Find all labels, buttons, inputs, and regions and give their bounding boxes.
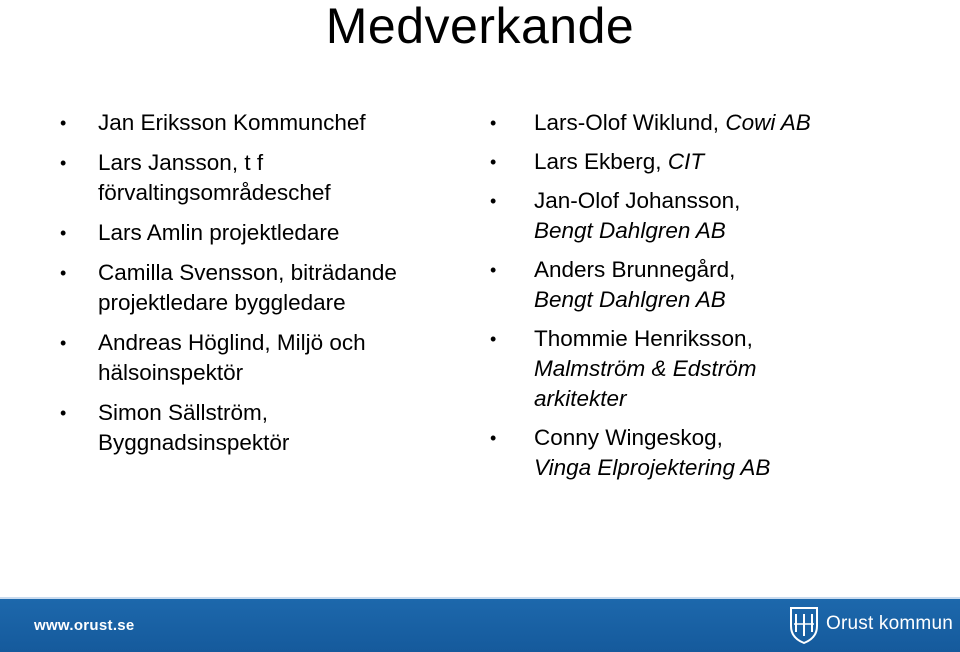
participant-name: Lars-Olof Wiklund,: [534, 110, 720, 135]
participant-company: CIT: [667, 149, 705, 174]
bullet-icon: •: [60, 223, 67, 243]
list-item: [60, 398, 460, 458]
bullet-icon: •: [60, 113, 67, 133]
participant-line: hälsoinspektör: [98, 360, 244, 385]
participant-line: Lars Jansson, t f: [98, 150, 264, 175]
participant-name: Thommie Henriksson,: [534, 326, 753, 351]
participant-line: [534, 147, 940, 177]
brand-name: Orust kommun: [826, 613, 953, 634]
bullet-icon: •: [60, 403, 67, 423]
participant-list-left: [60, 108, 460, 468]
website-link[interactable]: www.orust.se: [34, 617, 135, 634]
participant-line: Simon Sällström,: [98, 400, 269, 425]
list-item: [60, 108, 460, 138]
bullet-icon: •: [490, 113, 497, 133]
list-item: [490, 147, 940, 177]
bullet-icon: •: [490, 191, 497, 211]
participant-name: Lars Ekberg,: [534, 149, 662, 174]
participant-line: Andreas Höglind, Miljö och: [98, 330, 366, 355]
list-item: [60, 148, 460, 208]
bullet-icon: •: [490, 260, 497, 280]
participant-name: Conny Wingeskog,: [534, 425, 723, 450]
participant-company: Vinga Elprojektering AB: [534, 455, 771, 480]
participant-line: Camilla Svensson, biträdande: [98, 260, 397, 285]
participant-company: Cowi AB: [725, 110, 811, 135]
participant-name: Jan-Olof Johansson,: [534, 188, 741, 213]
participant-line: [534, 108, 940, 138]
bullet-icon: •: [60, 333, 67, 353]
participant-company: Malmström & Edström: [534, 356, 757, 381]
participant-line: Lars Amlin projektledare: [98, 220, 340, 245]
participant-company: arkitekter: [534, 386, 627, 411]
participant-line: förvaltingsområdeschef: [98, 180, 331, 205]
bullet-icon: •: [490, 428, 497, 448]
participant-line: Byggnadsinspektör: [98, 430, 290, 455]
participant-line: Jan Eriksson Kommunchef: [98, 110, 366, 135]
participant-line: projektledare byggledare: [98, 290, 346, 315]
list-item: [60, 328, 460, 388]
list-item: [490, 423, 940, 483]
orust-coat-of-arms-icon: [789, 606, 819, 644]
list-item: [490, 186, 940, 246]
participant-company: Bengt Dahlgren AB: [534, 218, 726, 243]
participant-name: Anders Brunnegård,: [534, 257, 736, 282]
bullet-icon: •: [60, 153, 67, 173]
slide-title: Medverkande: [325, 0, 635, 54]
participant-list-right: [490, 108, 940, 492]
list-item: [490, 108, 940, 138]
bullet-icon: •: [490, 152, 497, 172]
list-item: [60, 258, 460, 318]
bullet-icon: •: [490, 329, 497, 349]
list-item: [490, 255, 940, 315]
bullet-icon: •: [60, 263, 67, 283]
footer-bar: [0, 597, 960, 652]
list-item: [60, 218, 460, 248]
participant-company: Bengt Dahlgren AB: [534, 287, 726, 312]
list-item: [490, 324, 940, 414]
